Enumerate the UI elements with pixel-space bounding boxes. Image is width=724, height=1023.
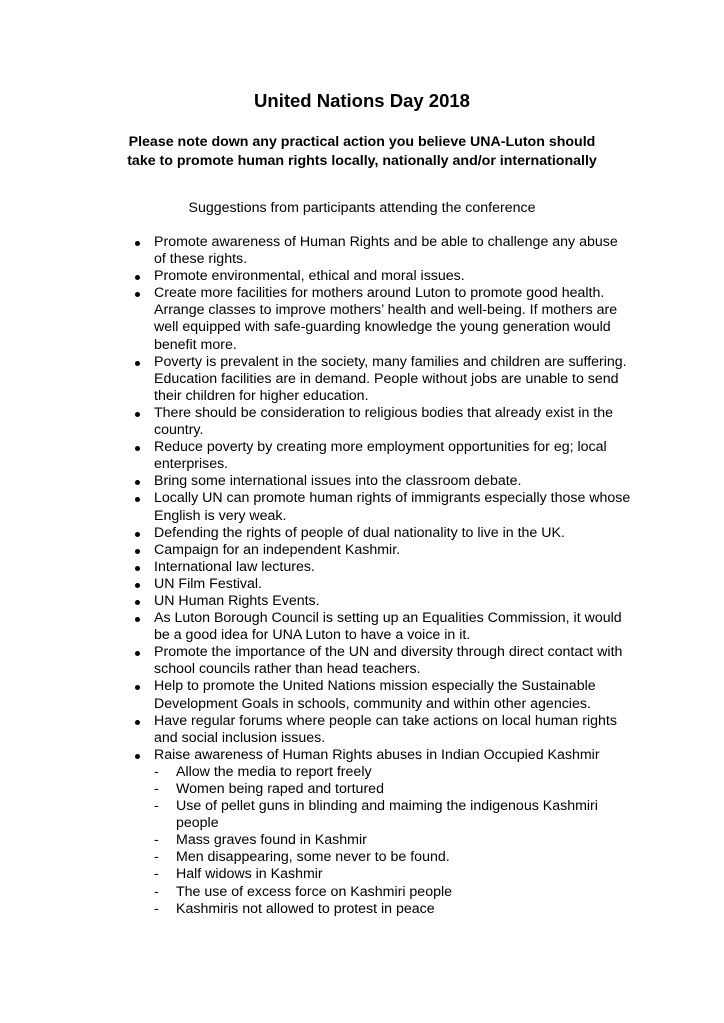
sublist-item: - Allow the media to report freely	[154, 763, 372, 780]
suggestions-list	[131, 234, 631, 918]
document-subtitle	[0, 133, 724, 171]
sublist-item: - Women being raped and tortured	[154, 781, 384, 797]
kashmir-sublist	[154, 764, 631, 918]
dash-marker: -	[154, 900, 159, 917]
list-item: Poverty is prevalent in the society, many families and children are suffering. Education facilities are in demand. People without jobs are unable to send their children for higher education.	[154, 353, 627, 404]
document-title: United Nations Day 2018	[254, 90, 470, 111]
intro-text: Suggestions from participants attending the conference	[188, 200, 536, 216]
dash-marker: -	[154, 832, 159, 849]
list-item: Promote environmental, ethical and moral issues.	[154, 268, 465, 285]
subtitle-line-2: take to promote human rights locally, nationally and/or internationally	[127, 153, 597, 169]
list-item: UN Human Rights Events.	[154, 592, 320, 609]
list-item: Defending the rights of people of dual nationality to live in the UK.	[154, 524, 565, 541]
list-item: There should be consideration to religious bodies that already exist in the country.	[154, 404, 614, 439]
list-item: Promote awareness of Human Rights and be able to challenge any abuse of these rights.	[154, 234, 618, 268]
sublist-item: - Mass graves found in Kashmir	[154, 832, 367, 849]
list-item: Bring some international issues into the classroom debate.	[154, 473, 522, 490]
list-item: Help to promote the United Nations mission especially the Sustainable Development Goals in schools, community and within other agencies.	[154, 678, 596, 712]
sublist-item: - Men disappearing, some never to be found.	[154, 849, 450, 866]
list-item: Locally UN can promote human rights of immigrants especially those whose English is very weak.	[154, 490, 631, 524]
dash-marker: -	[154, 883, 159, 900]
sublist-item: - Use of pellet guns in blinding and maiming the indigenous Kashmiri people	[154, 798, 598, 832]
dash-marker: -	[154, 798, 159, 815]
list-item: International law lectures.	[154, 558, 315, 575]
list-item: UN Film Festival.	[154, 575, 262, 592]
list-item: As Luton Borough Council is setting up an Equalities Commission, it would be a good idea for UNA Luton to have a voice in it.	[154, 610, 622, 644]
list-item: Have regular forums where people can take actions on local human rights and social inclusion issues.	[154, 712, 617, 746]
subtitle-line-1: Please note down any practical action you believe UNA-Luton should	[128, 134, 596, 150]
list-item: Reduce poverty by creating more employment opportunities for eg; local enterprises.	[154, 439, 607, 473]
dash-marker: -	[154, 781, 159, 797]
sublist-item: - Half widows in Kashmir	[154, 866, 323, 883]
dash-marker: -	[154, 763, 159, 780]
list-item: Create more facilities for mothers around Luton to promote good health. Arrange classes to improve mothers’ health and well-being. If mothers are well equipped with safe-guarding knowledge the young generation would benefit more.	[154, 285, 618, 353]
list-item: Campaign for an independent Kashmir.	[154, 541, 401, 558]
sublist-item: - Kashmiris not allowed to protest in peace	[154, 900, 435, 917]
dash-marker: -	[154, 849, 159, 866]
sublist-item: - The use of excess force on Kashmiri people	[154, 883, 453, 900]
dash-marker: -	[154, 866, 159, 883]
list-item-kashmir: Raise awareness of Human Rights abuses in Indian Occupied Kashmir - Allow the media to report freely - Women being raped and tortured - Use of pellet guns in blinding and maiming the indigenous Kashmiri people - Mass graves found in Kashmir - Men disappearing, some never to be found. - Half widows in Kashmir - The use of excess force on Kashmiri people - Kashmiris not allowed to protest in peace	[131, 747, 631, 918]
list-item: Promote the importance of the UN and diversity through direct contact with school councils rather than head teachers.	[154, 644, 623, 678]
